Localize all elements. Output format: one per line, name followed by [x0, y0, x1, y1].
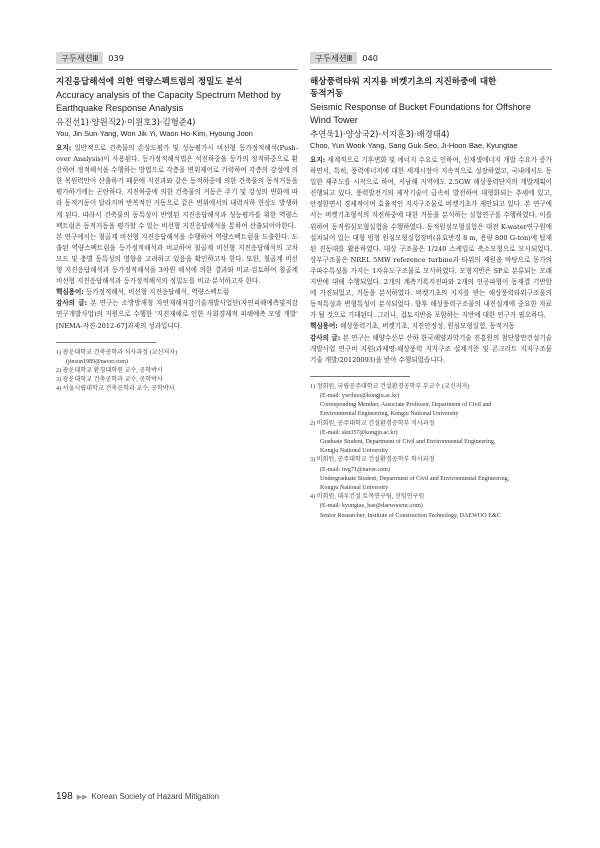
footnote: (E-mail: ywchoo@kongju.ac.kr) — [320, 392, 400, 399]
keywords-label: 핵심용어: — [310, 322, 338, 331]
abstract-label: 요지: — [56, 144, 72, 152]
footnote: (E-mail: skn357@kongju.ac.kr) — [320, 429, 398, 436]
footnote: Senior Researcher, Institute of Construction Technology, DAEWOO E&C — [320, 512, 501, 519]
keywords-text: 등가정적해석, 비선형 지진응답해석, 역량스펙트럼 — [83, 288, 230, 297]
footnotes — [56, 349, 298, 395]
session-tag: 구두세션Ⅲ — [56, 52, 103, 64]
footnote: 2) 광운대학교 환경대학원 교수, 공학박사 — [56, 368, 163, 374]
footnote: Kongju National University — [320, 448, 389, 455]
authors-english: Choo, Yun Wook·Yang, Sang Guk·Seo, Ji-Hoon·Bae, Kyungtae — [310, 141, 518, 150]
keywords-label: 핵심용어: — [56, 288, 84, 297]
authors-korean: 추연욱1)·양상국2)·서지훈3)·배경태4) — [310, 129, 450, 139]
footnote-divider — [56, 342, 156, 343]
ack-label: 감사의 글: — [56, 299, 88, 308]
ack-text: 본 연구는 소방방재청 자연재해저감기술개발사업단(자연피해예측및저감연구개발사업)의 지원으로 수행한 '지진재해로 인한 사회경제적 피해예측 모델 개발' [NEMA-자진-2012-67]과제의 성과입니다. — [56, 299, 298, 330]
session-tag: 구두세션Ⅲ — [310, 52, 357, 64]
keywords — [56, 287, 298, 298]
footnote: Kongju National University — [320, 485, 389, 492]
footnotes — [310, 383, 552, 521]
footnote: 4) 서울시립대학교 건축공학과 교수, 공학박사 — [56, 386, 175, 393]
article-body — [310, 155, 552, 366]
abstract-paragraph — [56, 143, 298, 232]
title-english-line: Wind Tower — [310, 114, 358, 125]
page-number: 198 — [56, 791, 73, 802]
journal-name: Korean Society of Hazard Mitigation — [91, 792, 220, 801]
ack-label: 감사의 글: — [310, 333, 341, 342]
footnote: Environmental Engineering, Kongju National University — [320, 411, 459, 418]
title-english-line: Accuracy analysis of the Capacity Spectrum Method by — [56, 90, 281, 100]
title-english-line: Earthquake Response Analysis — [56, 102, 184, 113]
footnote: 1) 정회원, 국립공주대학교 건설환경공학부 부교수 (교신저자) — [310, 383, 470, 390]
title-korean-line: 동적거동 — [310, 89, 344, 99]
footnote: Undergraduate Student, Department of Civil and Environmental Engineering, — [320, 475, 510, 482]
title-korean — [310, 76, 552, 100]
keywords-text: 해상풍력기초, 버켓기초, 지진안정성, 원심모형실험, 동적거동 — [337, 322, 515, 331]
session-header — [56, 52, 298, 64]
session-number: 039 — [108, 53, 124, 63]
keywords — [310, 321, 552, 332]
abstract-paragraph — [310, 155, 552, 321]
authors-korean: 유진선1)·양원직2)·이원호3)·김형준4) — [56, 117, 196, 127]
abstract-text: 세계적으로 기후변화 및 에너지 수요로 인하여, 신재생에너지 개발 수요가 증가하면서, 특히, 풍력에너지에 대한 세계시장이 지속적으로 성장하였고, 국내에서도 동일한 제주도를 시작으로 하여, 서남해 지역에도 2.5GW 해상풍력단지의 개발계획이 진행되고 있다. 풍력발전기의 제작기술이 급속히 발전하여 대형화되는 추세에 있고, 안정한면서 경제적이며 효율적인 지지구조물로 버켓기초가 제안되고 있다. 본 연구에서는 버켓기초형식의 지진하중에 대한 거동을 분석하는 실험연구를 수행하였다. 이를 위하여 동적원심모형실험을 수행하였다. 동적원심모형실험은 대전 K-water연구원에 설치되어 있는 대형 빔형 원심모형실험장비(유효반경 8 m, 용량 800 G-ton)에 탑재된 진동대를 활용하였다. 대상 구조물은 1/240 스케일로 축소모형으로 모사되었다. 상부구조물은 NREL 5MW reference turbine과 타워의 제원을 바탕으로 동가의 주파수특성을 가지는 1자유도구조물로 모사하였다. 모형지반은 SP로 분류되는 모래지반에 대해 수행되었다. 2개의 계측기록지진파와 2개의 인공파형이 동재결 기반암에 가진되었고, 거동을 분석하였다. 버켓기초의 지지를 받는 해상풍력타워구조물의 동적특성과 변형특성이 분석되었다. 향후 해상풍력구조물의 내진설계에 중요한 자료가 될 것으로 기대된다. 그러나, 접토지반을 포함하는 지반에 대한 연구가 필요하다. — [310, 156, 552, 320]
ack-text: 본 연구는 해양수산부 산하 한국해양과학기술 진흥원의 첨단항만건설기술개발사업 연구비 지원(과제명:해상풍력 지지구조 설계기준 및 콘크리트 지지구조물 기술 개발/20120093)을 받아 수행되었습니다. — [310, 333, 552, 364]
abstract-text: 일반적으로 건축물의 손상도평가 및 성능평가시 비선형 등가정적해석(Push-over Analysis)이 사용된다. 등가정적해석법은 석진하중을 등가의 정적하중으로 환산하여 정적해석을 수행하는 방법으로 각층을 변위제어로 가력하여 각층의 강성에 의한 복원력만이 산출하기 때문에 지진과와 같은 동적하중에 의한 건축물의 동적거동을 평가하기에는 곤란하다. 지진하중에 의한 건축물의 거동은 주기 및 강성의 변화에 따라 동적거동이 달라지며 반복적인 거동으로 같은 변위에서의 내력저하 현상도 발생하게 된다. 따라서 건축물의 동특성이 반영된 지진응답해석과 성능평가를 위한 역량스펙트럼은 동적거동을 평가할 수 있는 비선형 지진응답해석을 통하여 산출되어야한다. — [56, 144, 298, 230]
title-korean-line: 해상풍력타워 지지용 버켓기초의 지진하중에 대한 — [310, 77, 497, 87]
session-number: 040 — [362, 53, 378, 63]
article-body — [56, 143, 298, 332]
footnote: Graduate Student, Department of Civil and Environmental Engineering, — [320, 439, 496, 445]
session-header — [310, 52, 552, 64]
authors-english: You, Jin Sun·Yang, Won Jik·Yi, Waon Ho·Kim, Hyoung Joon — [56, 129, 253, 138]
footnote: 3) 광운대학교 건축공학과 교수, 공학박사 — [56, 377, 163, 384]
title-english — [310, 101, 552, 126]
title-korean: 지진응답해석에 의한 역량스펙트럼의 정밀도 분석 — [56, 77, 243, 87]
divider — [310, 69, 552, 70]
left-article — [56, 52, 298, 395]
footnote: Corresponding Member, Associate Professor, Department of Civil and — [320, 402, 492, 409]
title-english — [56, 89, 298, 114]
footnote: (E-mail: kyungtae_bae@daewooenc.com) — [320, 503, 423, 510]
abstract-paragraph: 본 연구에서는 철골계 비선형 지진응답해석을 수행하여 역량스펙트럼을 도출한다. 도출된 역량스펙트럼을 등가정적해석과 비교하여 철골계 비선형 지진응답해석의 고차모드 및 충별 동특성의 영향을 고려하고 있음을 확인하고자 한다. 또한, 철골계 비선형 지진응답해석과 등가정적해석을 3차원 해석에 의한 결과와 비교·검토하여 철골계 비선형 지진응답해석과 등가정적해석의 정밀도를 비교·분석하고자 한다. — [56, 232, 298, 286]
abstract-label: 요지: — [310, 156, 326, 164]
footnote: 4) 비회원, 대우건설 토목연구팀, 선임연구원 — [310, 494, 425, 501]
footnote-divider — [310, 376, 410, 377]
right-article — [310, 52, 552, 521]
footnote: 2) 비회원, 공주대학교 건설환경공학부 석사과정 — [310, 420, 435, 427]
acknowledgement — [310, 333, 552, 366]
title-english-line: Seismic Response of Bucket Foundations for Offshore — [310, 102, 531, 112]
footnote: 1) 광운대학교 건축공학과 석사과정 (교신저자) — [56, 349, 178, 356]
footnote: (jinsun1989@naver.com) — [66, 358, 128, 365]
divider — [56, 69, 298, 70]
double-arrow-icon: ▶▶ — [76, 793, 88, 801]
footnote: (E-mail: twg71@naver.com) — [320, 466, 390, 473]
acknowledgement — [56, 298, 298, 331]
footnote: 3) 비회원, 공주대학교 건설환경공학부 학사과정 — [310, 457, 435, 464]
page-footer — [56, 791, 219, 802]
